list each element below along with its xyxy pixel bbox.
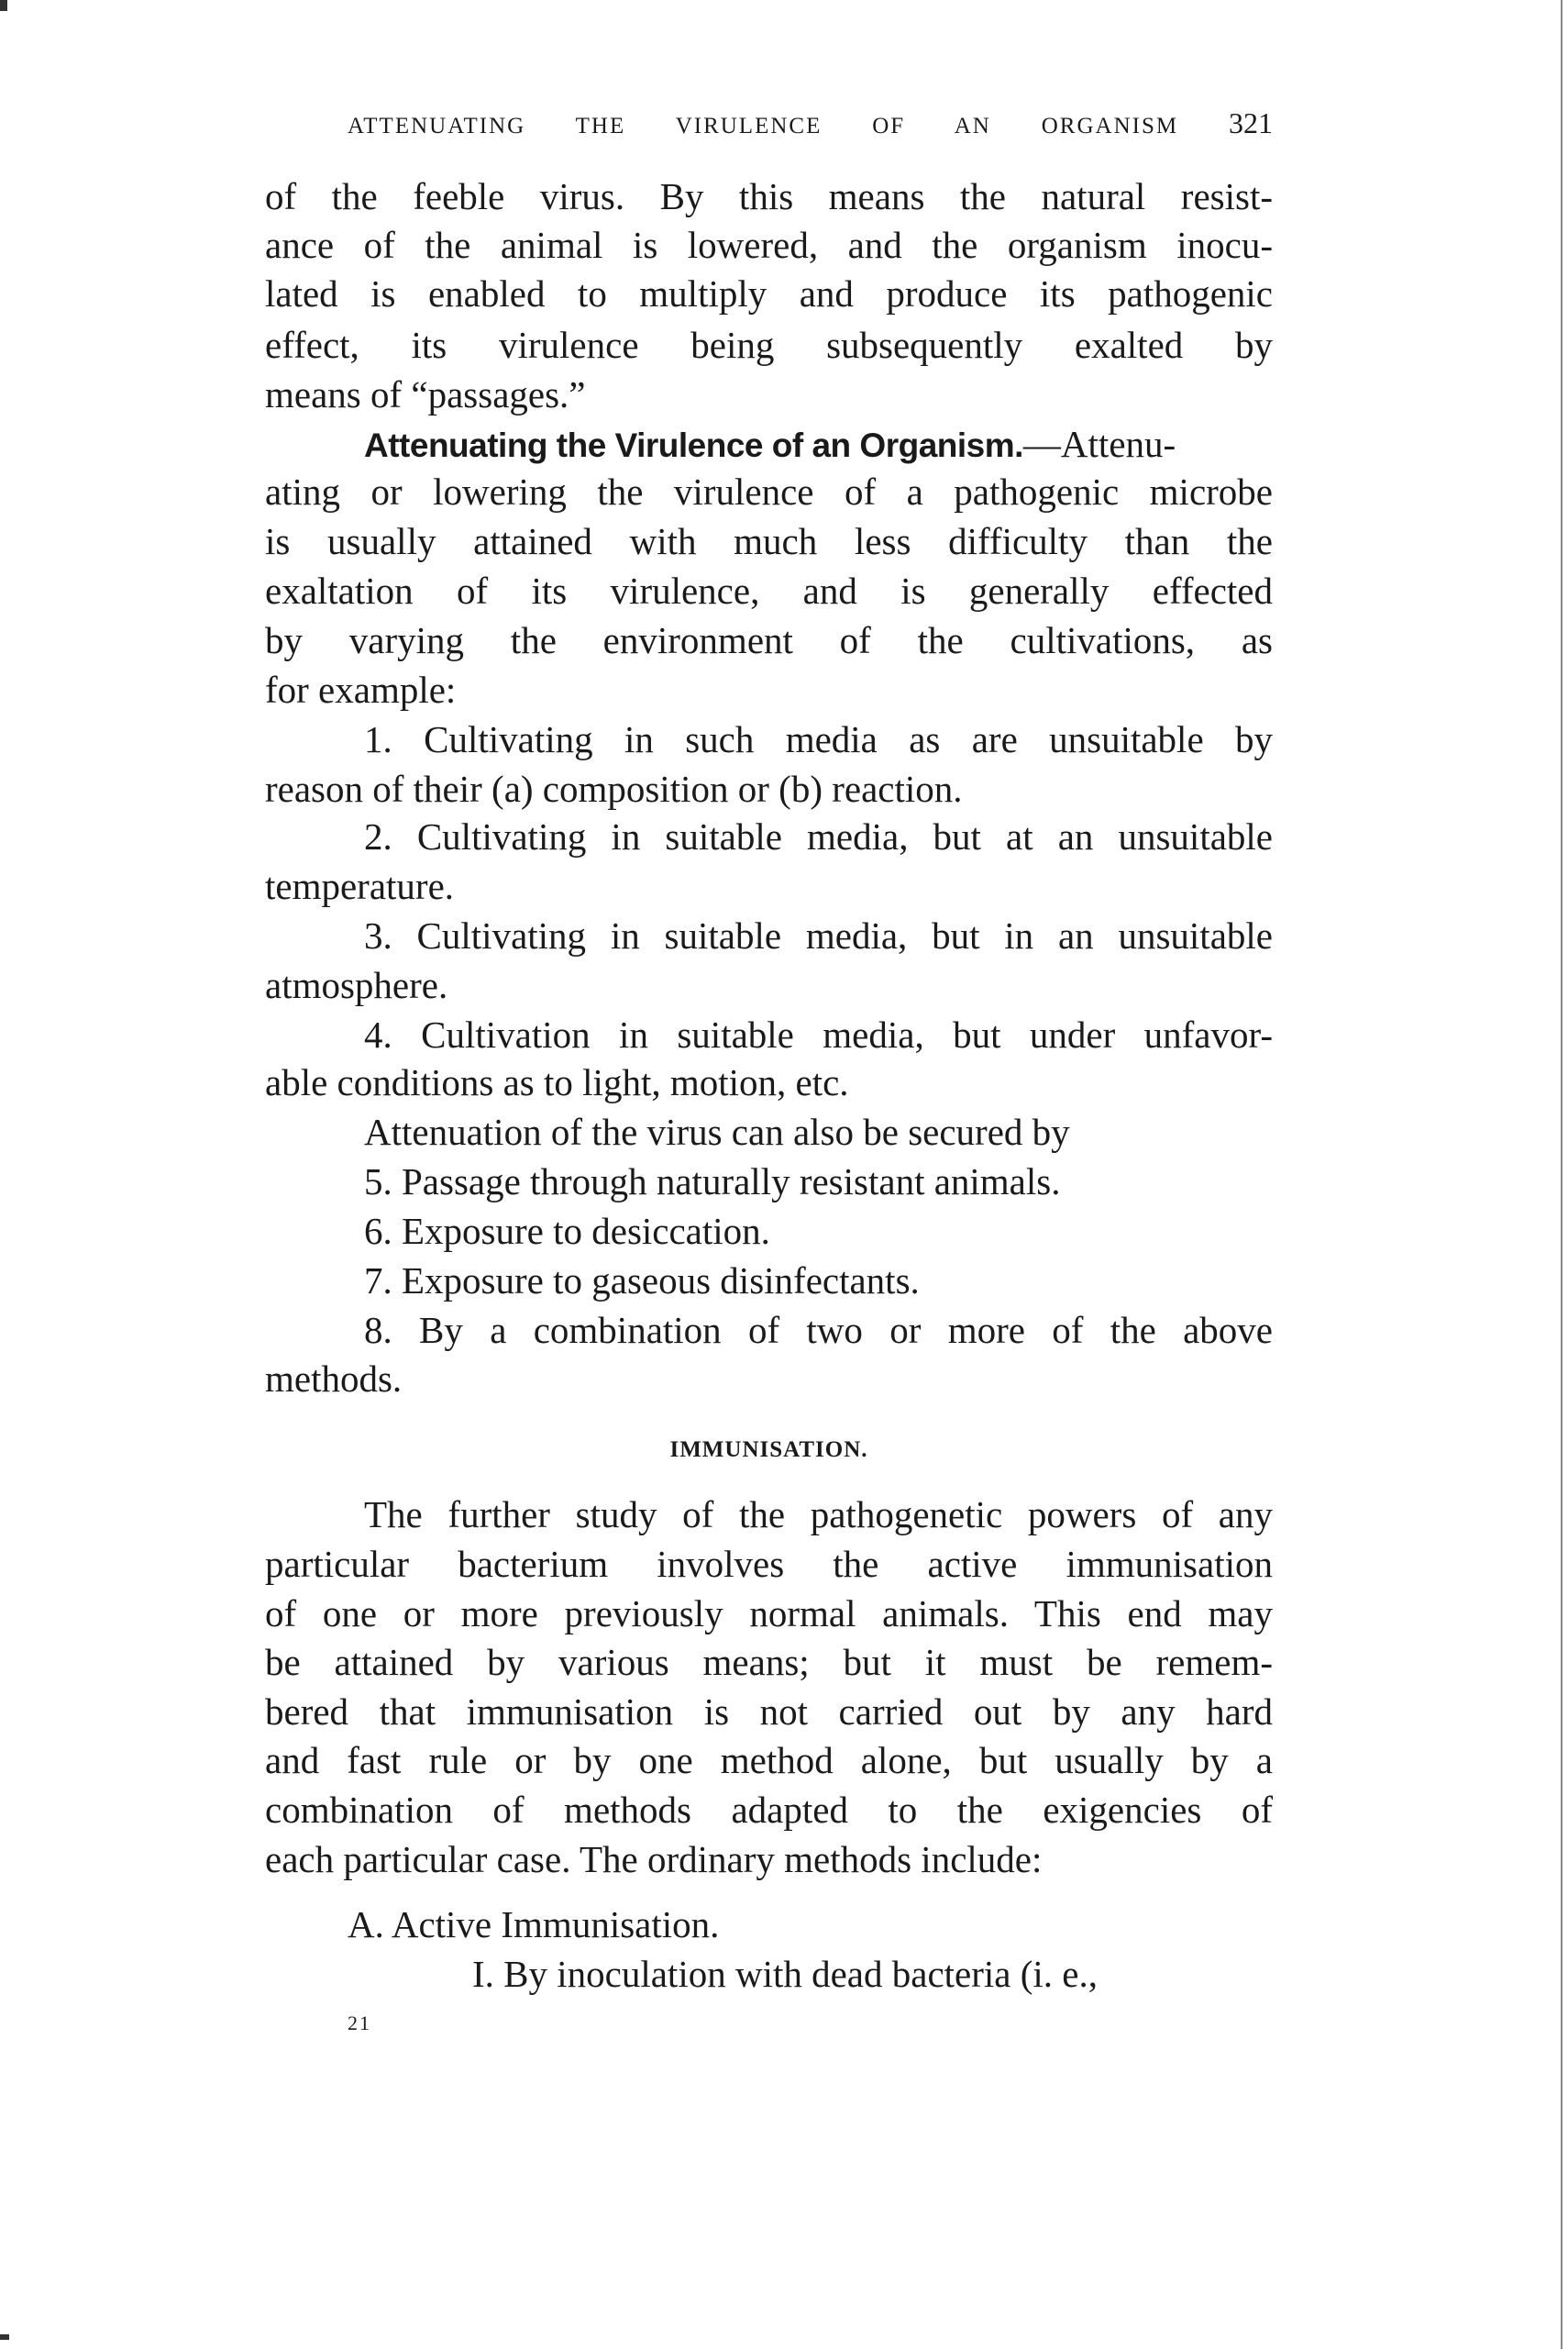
body-line: combination of methods adapted to the exigencies of	[265, 1789, 1273, 1831]
body-line: each particular case. The ordinary methods include:	[265, 1838, 1043, 1880]
body-line: Attenuation of the virus can also be secured by	[364, 1111, 1070, 1153]
method-item-cont: reason of their (a) composition or (b) reaction.	[265, 768, 963, 810]
body-line: ance of the animal is lowered, and the organism inocu-	[265, 224, 1273, 266]
body-line: of one or more previously normal animals. This end may	[265, 1592, 1273, 1634]
body-line: bered that immunisation is not carried out by any hard	[265, 1690, 1273, 1733]
section-heading-attenuating: Attenuating the Virulence of an Organism.	[364, 427, 1023, 464]
method-item: 8. By a combination of two or more of the above	[364, 1309, 1273, 1351]
page-number: 321	[1229, 106, 1273, 139]
scan-edge-line	[1561, 0, 1562, 2349]
scan-bottom-arrow	[0, 2334, 9, 2340]
scan-corner-mark	[0, 0, 7, 11]
body-line: by varying the environment of the cultivations, as	[265, 619, 1273, 661]
list-item-i: I. By inoculation with dead bacteria (i. e.,	[472, 1953, 1098, 1995]
body-line: ating or lowering the virulence of a pathogenic microbe	[265, 471, 1273, 513]
body-line: of the feeble virus. By this means the natural resist-	[265, 175, 1273, 217]
method-item: 6. Exposure to desiccation.	[364, 1210, 770, 1252]
section-lead-line	[364, 419, 1273, 469]
method-item: 4. Cultivation in suitable media, but under unfavor-	[364, 1014, 1273, 1056]
body-text: —Attenu-	[1022, 423, 1176, 465]
list-item-a: A. Active Immunisation.	[348, 1903, 720, 1945]
method-item-cont: temperature.	[265, 865, 455, 907]
section-heading-immunisation: IMMUNISATION.	[669, 1437, 868, 1462]
method-item: 3. Cultivating in suitable media, but in an unsuitable	[364, 914, 1273, 957]
signature-mark: 21	[348, 2011, 371, 2034]
method-item: 5. Passage through naturally resistant animals.	[364, 1160, 1061, 1202]
body-line: for example:	[265, 669, 457, 711]
method-item: 1. Cultivating in such media as are unsuitable by	[364, 718, 1273, 760]
body-line: lated is enabled to multiply and produce its pathogenic	[265, 272, 1273, 315]
body-line: effect, its virulence being subsequently exalted by	[265, 324, 1273, 366]
running-title: ATTENUATING THE VIRULENCE OF AN ORGANISM	[348, 114, 1179, 139]
method-item-cont: methods.	[265, 1357, 403, 1400]
body-line: means of “passages.”	[265, 373, 586, 416]
method-item-cont: able conditions as to light, motion, etc.	[265, 1061, 849, 1103]
body-line: be attained by various means; but it must be remem-	[265, 1641, 1273, 1683]
method-item: 2. Cultivating in suitable media, but at an unsuitable	[364, 815, 1273, 858]
body-line: is usually attained with much less difficulty than the	[265, 520, 1273, 562]
running-header	[348, 98, 1273, 148]
body-line: and fast rule or by one method alone, but usually by a	[265, 1739, 1273, 1781]
method-item-cont: atmosphere.	[265, 964, 448, 1006]
body-line: The further study of the pathogenetic powers of any	[364, 1493, 1273, 1535]
method-item: 7. Exposure to gaseous disinfectants.	[364, 1259, 920, 1302]
body-line: particular bacterium involves the active immunisation	[265, 1543, 1273, 1585]
body-line: exaltation of its virulence, and is generally effected	[265, 570, 1273, 612]
